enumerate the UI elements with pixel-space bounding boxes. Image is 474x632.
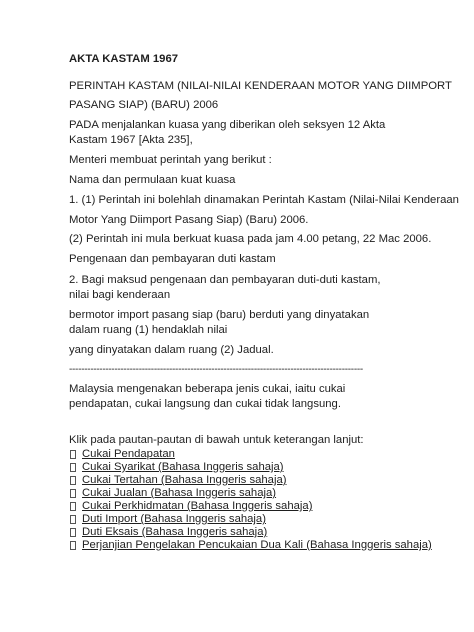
box-icon	[70, 502, 76, 511]
paragraph-1-subclause-2: (2) Perintah ini mula berkuat kuasa pada jam 4.00 petang, 22 Mac 2006.	[69, 233, 432, 245]
paragraph-1-line-1: 1. (1) Perintah ini bolehlah dinamakan Perintah Kastam (Nilai-Nilai Kenderaan	[69, 194, 459, 206]
heading-duty: Pengenaan dan pembayaran duti kastam	[69, 253, 276, 265]
link-label[interactable]: Duti Import (Bahasa Inggeris sahaja)	[82, 513, 266, 525]
link-item-sales-tax[interactable]	[69, 486, 276, 500]
order-title-line-2: PASANG SIAP) (BARU) 2006	[69, 99, 219, 111]
paragraph-1-line-2: Motor Yang Diimport Pasang Siap) (Baru) 2006.	[69, 214, 309, 226]
paragraph-2: 2. Bagi maksud pengenaan dan pembayaran duti-duti kastam, nilai bagi kenderaan	[69, 274, 381, 301]
act-title: AKTA KASTAM 1967	[69, 53, 179, 65]
link-label[interactable]: Cukai Jualan (Bahasa Inggeris sahaja)	[82, 487, 277, 499]
link-label[interactable]: Duti Eksais (Bahasa Inggeris sahaja)	[82, 526, 268, 538]
link-item-excise-duty[interactable]	[69, 525, 267, 539]
minister-line: Menteri membuat perintah yang berikut :	[69, 154, 272, 166]
link-label[interactable]: Cukai Pendapatan	[82, 448, 175, 460]
box-icon	[70, 489, 76, 498]
link-item-company-tax[interactable]	[69, 460, 284, 474]
link-label[interactable]: Cukai Tertahan (Bahasa Inggeris sahaja)	[82, 474, 287, 486]
paragraph-2-end: yang dinyatakan dalam ruang (2) Jadual.	[69, 344, 274, 356]
box-icon	[70, 463, 76, 472]
box-icon	[70, 515, 76, 524]
box-icon	[70, 541, 76, 550]
box-icon	[70, 476, 76, 485]
link-item-income-tax[interactable]	[69, 447, 175, 461]
link-item-withholding-tax[interactable]	[69, 473, 287, 487]
link-item-double-taxation[interactable]	[69, 538, 432, 552]
heading-name-commencement: Nama dan permulaan kuat kuasa	[69, 174, 236, 186]
link-item-service-tax[interactable]	[69, 499, 312, 513]
link-item-import-duty[interactable]	[69, 512, 266, 526]
box-icon	[70, 528, 76, 537]
paragraph-2-continued: bermotor import pasang siap (baru) berduti yang dinyatakan dalam ruang (1) hendaklah nilai	[69, 309, 370, 336]
malaysia-tax-text: Malaysia mengenakan beberapa jenis cukai, iaitu cukai pendapatan, cukai langsung dan cukai tidak langsung.	[69, 383, 346, 410]
link-label[interactable]: Cukai Perkhidmatan (Bahasa Inggeris sahaja)	[82, 500, 313, 512]
preamble-text: PADA menjalankan kuasa yang diberikan oleh seksyen 12 Akta Kastam 1967 [Akta 235],	[69, 119, 386, 146]
order-title-line-1: PERINTAH KASTAM (NILAI-NILAI KENDERAAN MOTOR YANG DIIMPORT	[69, 80, 452, 92]
link-label[interactable]: Cukai Syarikat (Bahasa Inggeris sahaja)	[82, 461, 284, 473]
box-icon	[70, 450, 76, 459]
links-intro: Klik pada pautan-pautan di bawah untuk keterangan lanjut:	[69, 434, 364, 446]
separator-line: -------------------------------------------------------------------------------------------------	[69, 364, 363, 375]
link-label[interactable]: Perjanjian Pengelakan Pencukaian Dua Kali (Bahasa Inggeris sahaja)	[82, 539, 432, 551]
